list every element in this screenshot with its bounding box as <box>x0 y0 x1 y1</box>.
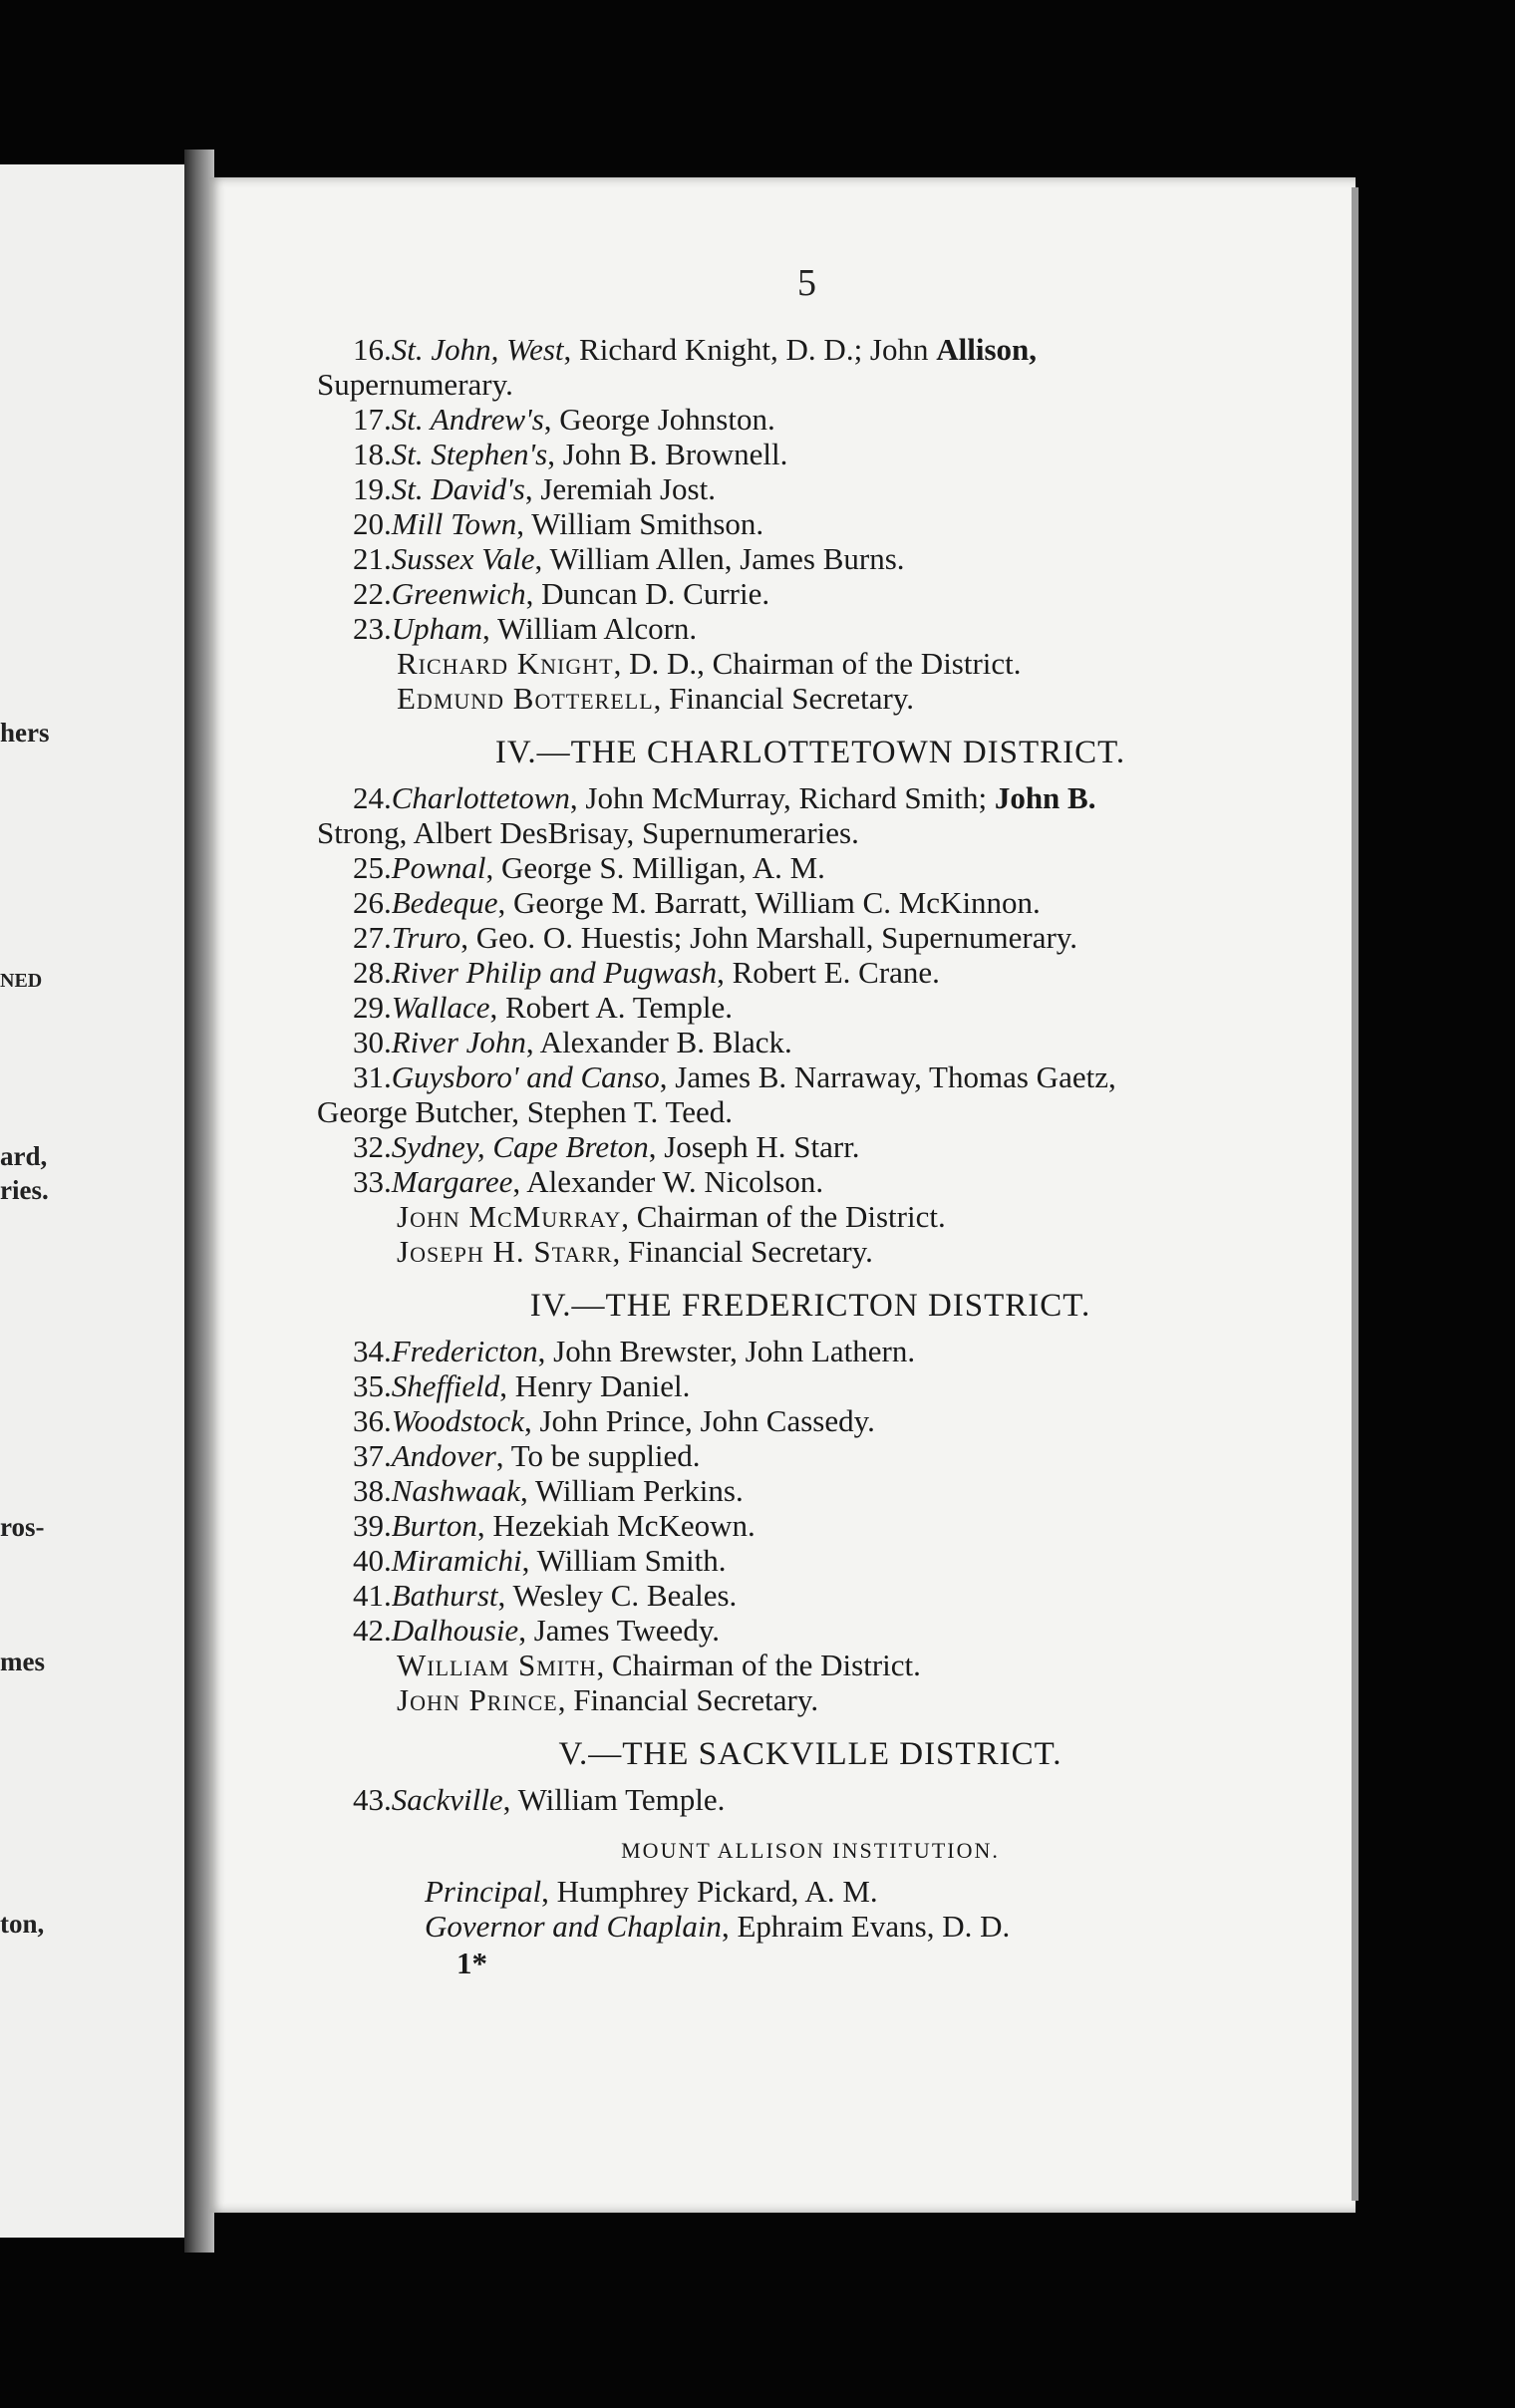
circuit-ministers-bold: Allison, <box>936 332 1038 367</box>
circuit-ministers: , John B. Brownell. <box>547 437 788 471</box>
circuit-number: 16. <box>353 332 392 367</box>
circuit-ministers: , Robert A. Temple. <box>489 990 733 1025</box>
circuit-entry <box>317 1438 1304 1473</box>
circuit-entry <box>317 780 1304 815</box>
circuit-ministers: , William Allen, James Burns. <box>534 541 905 576</box>
circuit-entry <box>317 506 1304 541</box>
circuit-place: Burton <box>391 1508 477 1543</box>
circuit-number: 29. <box>353 990 392 1025</box>
circuit-ministers: , William Smithson. <box>516 506 764 541</box>
circuit-number: 28. <box>353 955 392 990</box>
circuit-number: 23. <box>353 611 392 646</box>
circuit-entry <box>317 402 1304 437</box>
circuit-number: 31. <box>353 1059 392 1094</box>
circuit-ministers: , William Smith. <box>521 1543 727 1578</box>
left-page-fragment: mes <box>0 1647 45 1676</box>
officer-name: Edmund Botterell <box>397 681 654 716</box>
circuit-place: Guysboro' and Canso <box>391 1059 660 1094</box>
officer-name: John Prince <box>397 1682 558 1717</box>
circuit-place: Truro <box>391 920 461 955</box>
district-section <box>317 736 1304 1269</box>
circuit-number: 38. <box>353 1473 392 1508</box>
circuit-entry <box>317 1473 1304 1508</box>
circuit-number: 19. <box>353 471 392 506</box>
officer-role: , D. D., Chairman of the District. <box>613 646 1022 681</box>
left-page-fragment: ton, <box>0 1909 45 1939</box>
circuit-entry <box>317 1782 1304 1817</box>
circuit-entry <box>317 920 1304 955</box>
officer-role: , Chairman of the District. <box>621 1199 946 1234</box>
officer-name: Joseph H. Starr <box>397 1234 613 1269</box>
circuit-ministers: , Wesley C. Beales. <box>497 1578 738 1613</box>
circuit-entry <box>317 1129 1304 1164</box>
circuit-number: 39. <box>353 1508 392 1543</box>
district-officer <box>317 1682 1304 1717</box>
circuit-ministers: , John Brewster, John Lathern. <box>537 1334 916 1368</box>
district-officer <box>317 681 1304 716</box>
district-heading: IV.—THE CHARLOTTETOWN DISTRICT. <box>494 735 1126 770</box>
circuit-number: 40. <box>353 1543 392 1578</box>
circuit-place: St. John, West <box>391 332 564 367</box>
circuit-ministers: , Jeremiah Jost. <box>524 471 716 506</box>
circuit-number: 33. <box>353 1164 392 1199</box>
circuit-place: River Philip and Pugwash <box>391 955 718 990</box>
circuit-place: Charlottetown <box>391 780 570 815</box>
officer-role: , Financial Secretary. <box>557 1682 819 1717</box>
circuit-entry <box>317 1403 1304 1438</box>
circuit-place: Sackville <box>391 1782 503 1817</box>
circuit-place: Upham <box>391 611 483 646</box>
circuit-place: Dalhousie <box>391 1613 519 1648</box>
circuit-place: River John <box>391 1025 526 1059</box>
circuit-place: Sussex Vale <box>391 541 535 576</box>
circuit-entry <box>317 885 1304 920</box>
officer-name: Richard Knight <box>397 646 614 681</box>
circuit-ministers: , George M. Barratt, William C. McKinnon. <box>497 885 1041 920</box>
circuit-number: 32. <box>353 1129 392 1164</box>
circuit-entry <box>317 1613 1304 1648</box>
circuit-ministers: , Hezekiah McKeown. <box>476 1508 756 1543</box>
circuit-number: 43. <box>353 1782 392 1817</box>
circuit-ministers: , Geo. O. Huestis; John Marshall, Supernumerary. <box>460 920 1078 955</box>
district-officer <box>317 646 1304 681</box>
circuit-number: 37. <box>353 1438 392 1473</box>
circuit-entry <box>317 1578 1304 1613</box>
left-page-fragment: ries. <box>0 1175 49 1205</box>
circuit-place: St. Andrew's <box>391 402 544 437</box>
circuit-number: 34. <box>353 1334 392 1368</box>
circuit-number: 42. <box>353 1613 392 1648</box>
circuit-ministers: , Robert E. Crane. <box>717 955 940 990</box>
circuit-continuation: Supernumerary. <box>317 367 513 402</box>
staff-role: Governor and Chaplain <box>425 1909 722 1944</box>
circuit-entry <box>317 332 1304 367</box>
circuit-ministers: , John McMurray, Richard Smith; <box>569 780 995 815</box>
circuit-place: Miramichi <box>391 1543 522 1578</box>
circuit-entry <box>317 1059 1304 1094</box>
circuit-number: 25. <box>353 850 392 885</box>
district-officer <box>317 1199 1304 1234</box>
circuit-ministers: , To be supplied. <box>495 1438 701 1473</box>
left-page-fragment: NED <box>0 970 43 992</box>
officer-role: , Financial Secretary. <box>612 1234 873 1269</box>
circuit-place: Pownal <box>391 850 486 885</box>
circuit-place: Bedeque <box>391 885 498 920</box>
institution-staff <box>317 1874 1304 1909</box>
circuit-continuation: George Butcher, Stephen T. Teed. <box>317 1094 733 1129</box>
district-section <box>317 1289 1304 1717</box>
circuit-number: 30. <box>353 1025 392 1059</box>
page-number: 5 <box>797 262 816 304</box>
district-officer <box>317 1234 1304 1269</box>
district-heading: IV.—THE FREDERICTON DISTRICT. <box>529 1288 1091 1324</box>
circuit-entry <box>317 955 1304 990</box>
circuit-number: 18. <box>353 437 392 471</box>
circuit-entry <box>317 576 1304 611</box>
district-section <box>317 1737 1304 1817</box>
circuit-ministers: , William Alcorn. <box>482 611 698 646</box>
circuit-place: Mill Town <box>391 506 517 541</box>
circuit-place: Wallace <box>391 990 490 1025</box>
staff-role: Principal <box>425 1874 542 1909</box>
circuit-place: Bathurst <box>391 1578 498 1613</box>
institution-heading: MOUNT ALLISON INSTITUTION. <box>621 1838 1000 1863</box>
page-body <box>317 332 1304 1980</box>
circuit-ministers-bold: John B. <box>994 780 1096 815</box>
left-page-fragment: hers <box>0 718 50 748</box>
circuit-ministers: , George S. Milligan, A. M. <box>485 850 825 885</box>
circuit-entry <box>317 1164 1304 1199</box>
circuit-entry <box>317 1543 1304 1578</box>
circuit-ministers: , Henry Daniel. <box>499 1368 691 1403</box>
left-page-fragment: ard, <box>0 1141 48 1171</box>
circuit-number: 21. <box>353 541 392 576</box>
institution-staff <box>317 1909 1304 1944</box>
circuit-ministers: , William Perkins. <box>519 1473 744 1508</box>
circuit-place: Sheffield <box>391 1368 500 1403</box>
circuit-place: Greenwich <box>391 576 526 611</box>
circuit-number: 36. <box>353 1403 392 1438</box>
circuit-ministers: , Duncan D. Currie. <box>525 576 770 611</box>
circuit-place: Sydney, Cape Breton <box>391 1129 649 1164</box>
circuit-entry <box>317 541 1304 576</box>
circuit-number: 22. <box>353 576 392 611</box>
circuit-place: Andover <box>391 1438 496 1473</box>
circuit-entry <box>317 1368 1304 1403</box>
staff-name: , Ephraim Evans, D. D. <box>721 1909 1011 1944</box>
left-page-fragment: ros- <box>0 1512 45 1542</box>
circuit-entry <box>317 437 1304 471</box>
circuit-place: Woodstock <box>391 1403 524 1438</box>
circuit-number: 20. <box>353 506 392 541</box>
district-section <box>317 332 1304 716</box>
circuit-place: St. Stephen's <box>391 437 548 471</box>
circuit-entry <box>317 1334 1304 1368</box>
officer-role: , Chairman of the District. <box>596 1648 921 1682</box>
previous-page-sliver <box>0 164 184 2238</box>
circuit-entry <box>317 471 1304 506</box>
circuit-ministers: , George Johnston. <box>543 402 775 437</box>
circuit-entry <box>317 1025 1304 1059</box>
circuit-number: 41. <box>353 1578 392 1613</box>
circuit-ministers: , Joseph H. Starr. <box>648 1129 860 1164</box>
circuit-place: Margaree <box>391 1164 513 1199</box>
circuit-number: 24. <box>353 780 392 815</box>
circuit-number: 17. <box>353 402 392 437</box>
circuit-ministers: , James Tweedy. <box>518 1613 721 1648</box>
circuit-ministers: , William Temple. <box>502 1782 726 1817</box>
circuit-place: Fredericton <box>391 1334 538 1368</box>
circuit-entry <box>317 990 1304 1025</box>
circuit-entry <box>317 850 1304 885</box>
circuit-entry <box>317 611 1304 646</box>
officer-name: William Smith <box>397 1648 597 1682</box>
circuit-number: 27. <box>353 920 392 955</box>
printer-signature-mark: 1* <box>456 1946 487 1980</box>
staff-name: , Humphrey Pickard, A. M. <box>541 1874 878 1909</box>
officer-role: , Financial Secretary. <box>653 681 915 716</box>
circuit-ministers: , Alexander B. Black. <box>525 1025 792 1059</box>
circuit-place: St. David's <box>391 471 525 506</box>
circuit-number: 35. <box>353 1368 392 1403</box>
page-edge <box>1352 187 1359 2201</box>
circuit-entry <box>317 1508 1304 1543</box>
circuit-ministers: , Richard Knight, D. D.; John <box>563 332 937 367</box>
circuit-place: Nashwaak <box>391 1473 520 1508</box>
district-officer <box>317 1648 1304 1682</box>
circuit-ministers: , James B. Narraway, Thomas Gaetz, <box>659 1059 1116 1094</box>
district-heading: V.—THE SACKVILLE DISTRICT. <box>558 1736 1062 1772</box>
circuit-ministers: , John Prince, John Cassedy. <box>523 1403 875 1438</box>
circuit-ministers: , Alexander W. Nicolson. <box>512 1164 824 1199</box>
officer-name: John McMurray <box>397 1199 622 1234</box>
circuit-number: 26. <box>353 885 392 920</box>
circuit-continuation: Strong, Albert DesBrisay, Supernumeraries. <box>317 815 859 850</box>
